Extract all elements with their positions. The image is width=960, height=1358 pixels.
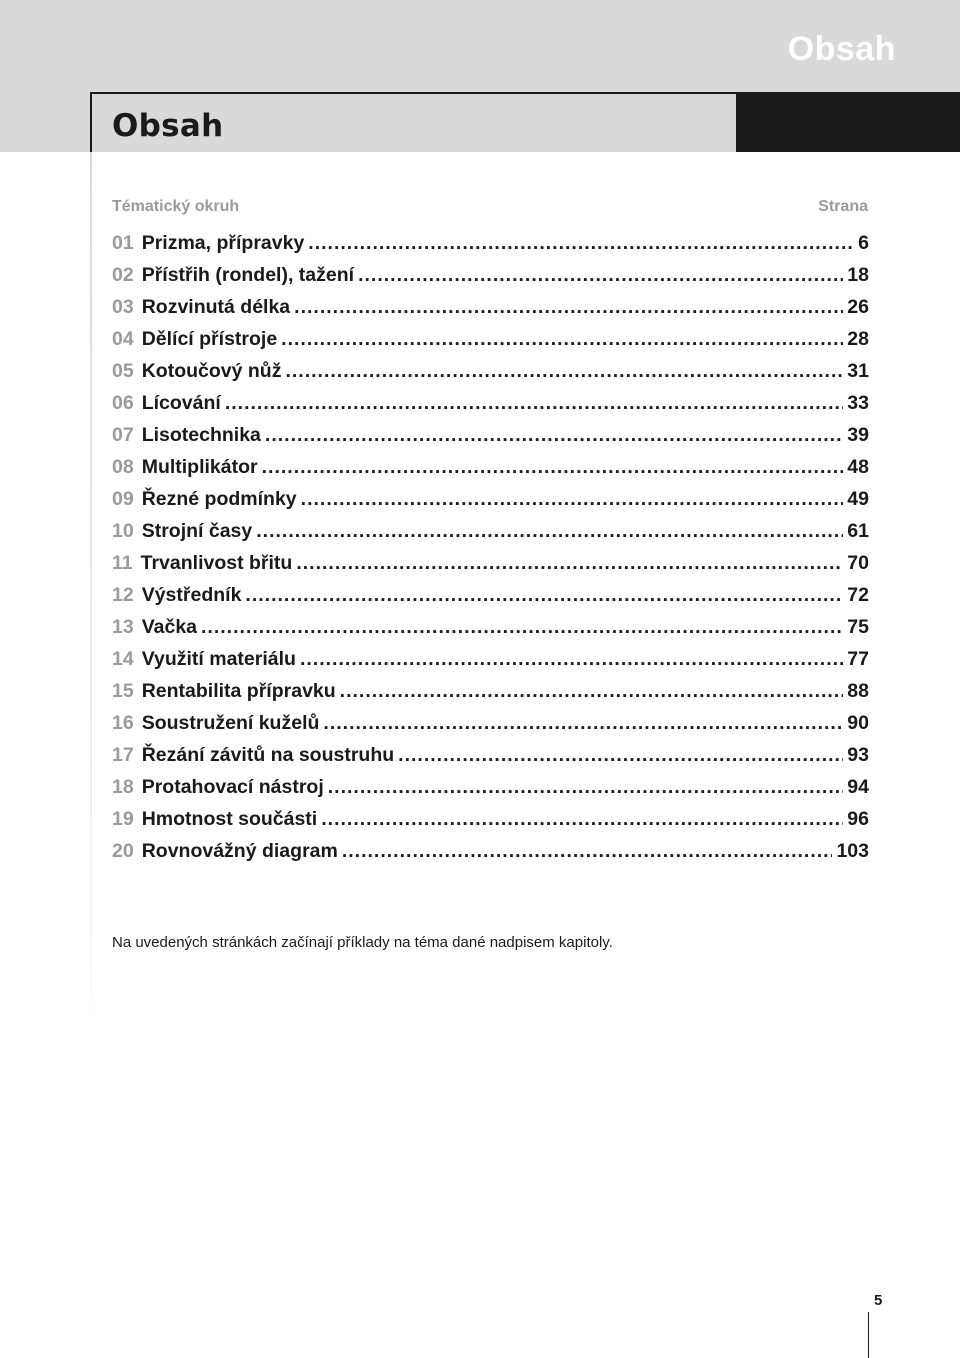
toc-entry-number: 01 — [112, 232, 134, 254]
toc-entry-title: Lisotechnika — [141, 424, 261, 446]
column-header-page: Strana — [818, 198, 868, 215]
toc-entry-number: 14 — [112, 648, 134, 670]
toc-leader-dots — [398, 744, 843, 767]
toc-entry-title: Prizma, přípravky — [141, 232, 305, 254]
toc-entry — [112, 424, 869, 456]
toc-entry-page: 49 — [847, 488, 869, 510]
toc-entry-number: 09 — [112, 488, 134, 510]
toc-leader-dots — [301, 488, 844, 511]
toc-entry — [112, 520, 869, 552]
toc-entry-title: Kotoučový nůž — [141, 360, 282, 382]
toc-entry-page: 61 — [847, 520, 869, 542]
toc-entry-number: 11 — [112, 552, 133, 574]
toc-entry-page: 72 — [847, 584, 869, 606]
toc-entry-page: 77 — [847, 648, 869, 670]
toc-entry-number: 03 — [112, 296, 134, 318]
toc-entry-page: 31 — [847, 360, 869, 382]
page-number: 5 — [874, 1292, 883, 1309]
toc-entry-number: 15 — [112, 680, 134, 702]
toc-entry — [112, 776, 869, 808]
toc-entry-title: Strojní časy — [141, 520, 253, 542]
toc-entry — [112, 648, 869, 680]
toc-leader-dots — [281, 328, 843, 351]
toc-entry-page: 93 — [847, 744, 869, 766]
toc-entry — [112, 264, 869, 296]
toc-entry-page: 18 — [847, 264, 869, 286]
page-title: Obsah — [112, 108, 224, 144]
toc-entry-page: 90 — [847, 712, 869, 734]
toc-entry-page: 103 — [836, 840, 869, 862]
toc-leader-dots — [225, 392, 843, 415]
toc-entry-number: 06 — [112, 392, 134, 414]
toc-entry — [112, 456, 869, 488]
toc-entry-title: Trvanlivost břitu — [140, 552, 293, 574]
toc-entry-title: Rovnovážný diagram — [141, 840, 338, 862]
toc-entry-title: Řezání závitů na soustruhu — [141, 744, 395, 766]
toc-entry-page: 48 — [847, 456, 869, 478]
toc-entry — [112, 296, 869, 328]
toc-entry-title: Rentabilita přípravku — [141, 680, 336, 702]
toc-entry — [112, 744, 869, 776]
toc-entry — [112, 392, 869, 424]
toc-entry — [112, 584, 869, 616]
toc-entry-number: 08 — [112, 456, 134, 478]
toc-entry-title: Soustružení kuželů — [141, 712, 320, 734]
toc-leader-dots — [285, 360, 843, 383]
toc-entry-title: Výstředník — [141, 584, 242, 606]
toc-entry-page: 88 — [847, 680, 869, 702]
toc-entry-number: 05 — [112, 360, 134, 382]
toc-entry-page: 39 — [847, 424, 869, 446]
toc-entry-number: 18 — [112, 776, 134, 798]
toc-leader-dots — [262, 456, 844, 479]
toc-entry-title: Využití materiálu — [141, 648, 296, 670]
toc-entry-page: 70 — [847, 552, 869, 574]
footnote: Na uvedených stránkách začínají příklady na téma dané nadpisem kapitoly. — [112, 934, 613, 951]
toc-entry — [112, 552, 869, 584]
toc-entry-page: 26 — [847, 296, 869, 318]
toc-leader-dots — [265, 424, 843, 447]
toc-entry-title: Řezné podmínky — [141, 488, 297, 510]
toc-entry-page: 94 — [847, 776, 869, 798]
toc-entry — [112, 808, 869, 840]
toc-entry-number: 04 — [112, 328, 134, 350]
toc-entry-title: Protahovací nástroj — [141, 776, 324, 798]
toc-entry-title: Dělící přístroje — [141, 328, 278, 350]
toc-entry-title: Přístřih (rondel), tažení — [141, 264, 355, 286]
toc-entry-page: 28 — [847, 328, 869, 350]
toc-leader-dots — [201, 616, 843, 639]
toc-entry-title: Hmotnost součásti — [141, 808, 318, 830]
toc-entry-page: 33 — [847, 392, 869, 414]
toc-leader-dots — [358, 264, 843, 287]
toc-leader-dots — [342, 840, 833, 863]
toc-entry-page: 96 — [847, 808, 869, 830]
toc-leader-dots — [294, 296, 843, 319]
toc-entry — [112, 712, 869, 744]
toc-leader-dots — [300, 648, 843, 671]
page-number-rule — [868, 1312, 869, 1358]
toc-leader-dots — [296, 552, 843, 575]
toc-entry-number: 19 — [112, 808, 134, 830]
toc-entry-page: 75 — [847, 616, 869, 638]
toc-entry-number: 20 — [112, 840, 134, 862]
toc-entry-page: 6 — [858, 232, 869, 254]
toc-entry — [112, 840, 869, 872]
toc-entry-number: 07 — [112, 424, 134, 446]
toc-leader-dots — [340, 680, 844, 703]
toc-entry-title: Rozvinutá délka — [141, 296, 291, 318]
running-head: Obsah — [787, 30, 896, 68]
toc-entry-number: 02 — [112, 264, 134, 286]
toc-entry — [112, 328, 869, 360]
table-of-contents — [112, 232, 869, 872]
toc-entry-title: Lícování — [141, 392, 221, 414]
toc-entry — [112, 360, 869, 392]
toc-entry — [112, 680, 869, 712]
toc-entry-number: 12 — [112, 584, 134, 606]
toc-entry-number: 13 — [112, 616, 134, 638]
toc-entry-title: Vačka — [141, 616, 198, 638]
toc-entry — [112, 232, 869, 264]
toc-entry-number: 16 — [112, 712, 134, 734]
toc-leader-dots — [328, 776, 844, 799]
left-rule — [90, 152, 92, 1042]
header-black-tab — [736, 93, 960, 152]
toc-leader-dots — [245, 584, 843, 607]
toc-entry-number: 10 — [112, 520, 134, 542]
toc-leader-dots — [308, 232, 854, 255]
toc-entry — [112, 488, 869, 520]
toc-entry — [112, 616, 869, 648]
toc-leader-dots — [323, 712, 843, 735]
column-header-topic: Tématický okruh — [112, 198, 240, 215]
toc-entry-title: Multiplikátor — [141, 456, 258, 478]
toc-leader-dots — [321, 808, 843, 831]
toc-entry-number: 17 — [112, 744, 134, 766]
toc-leader-dots — [256, 520, 843, 543]
